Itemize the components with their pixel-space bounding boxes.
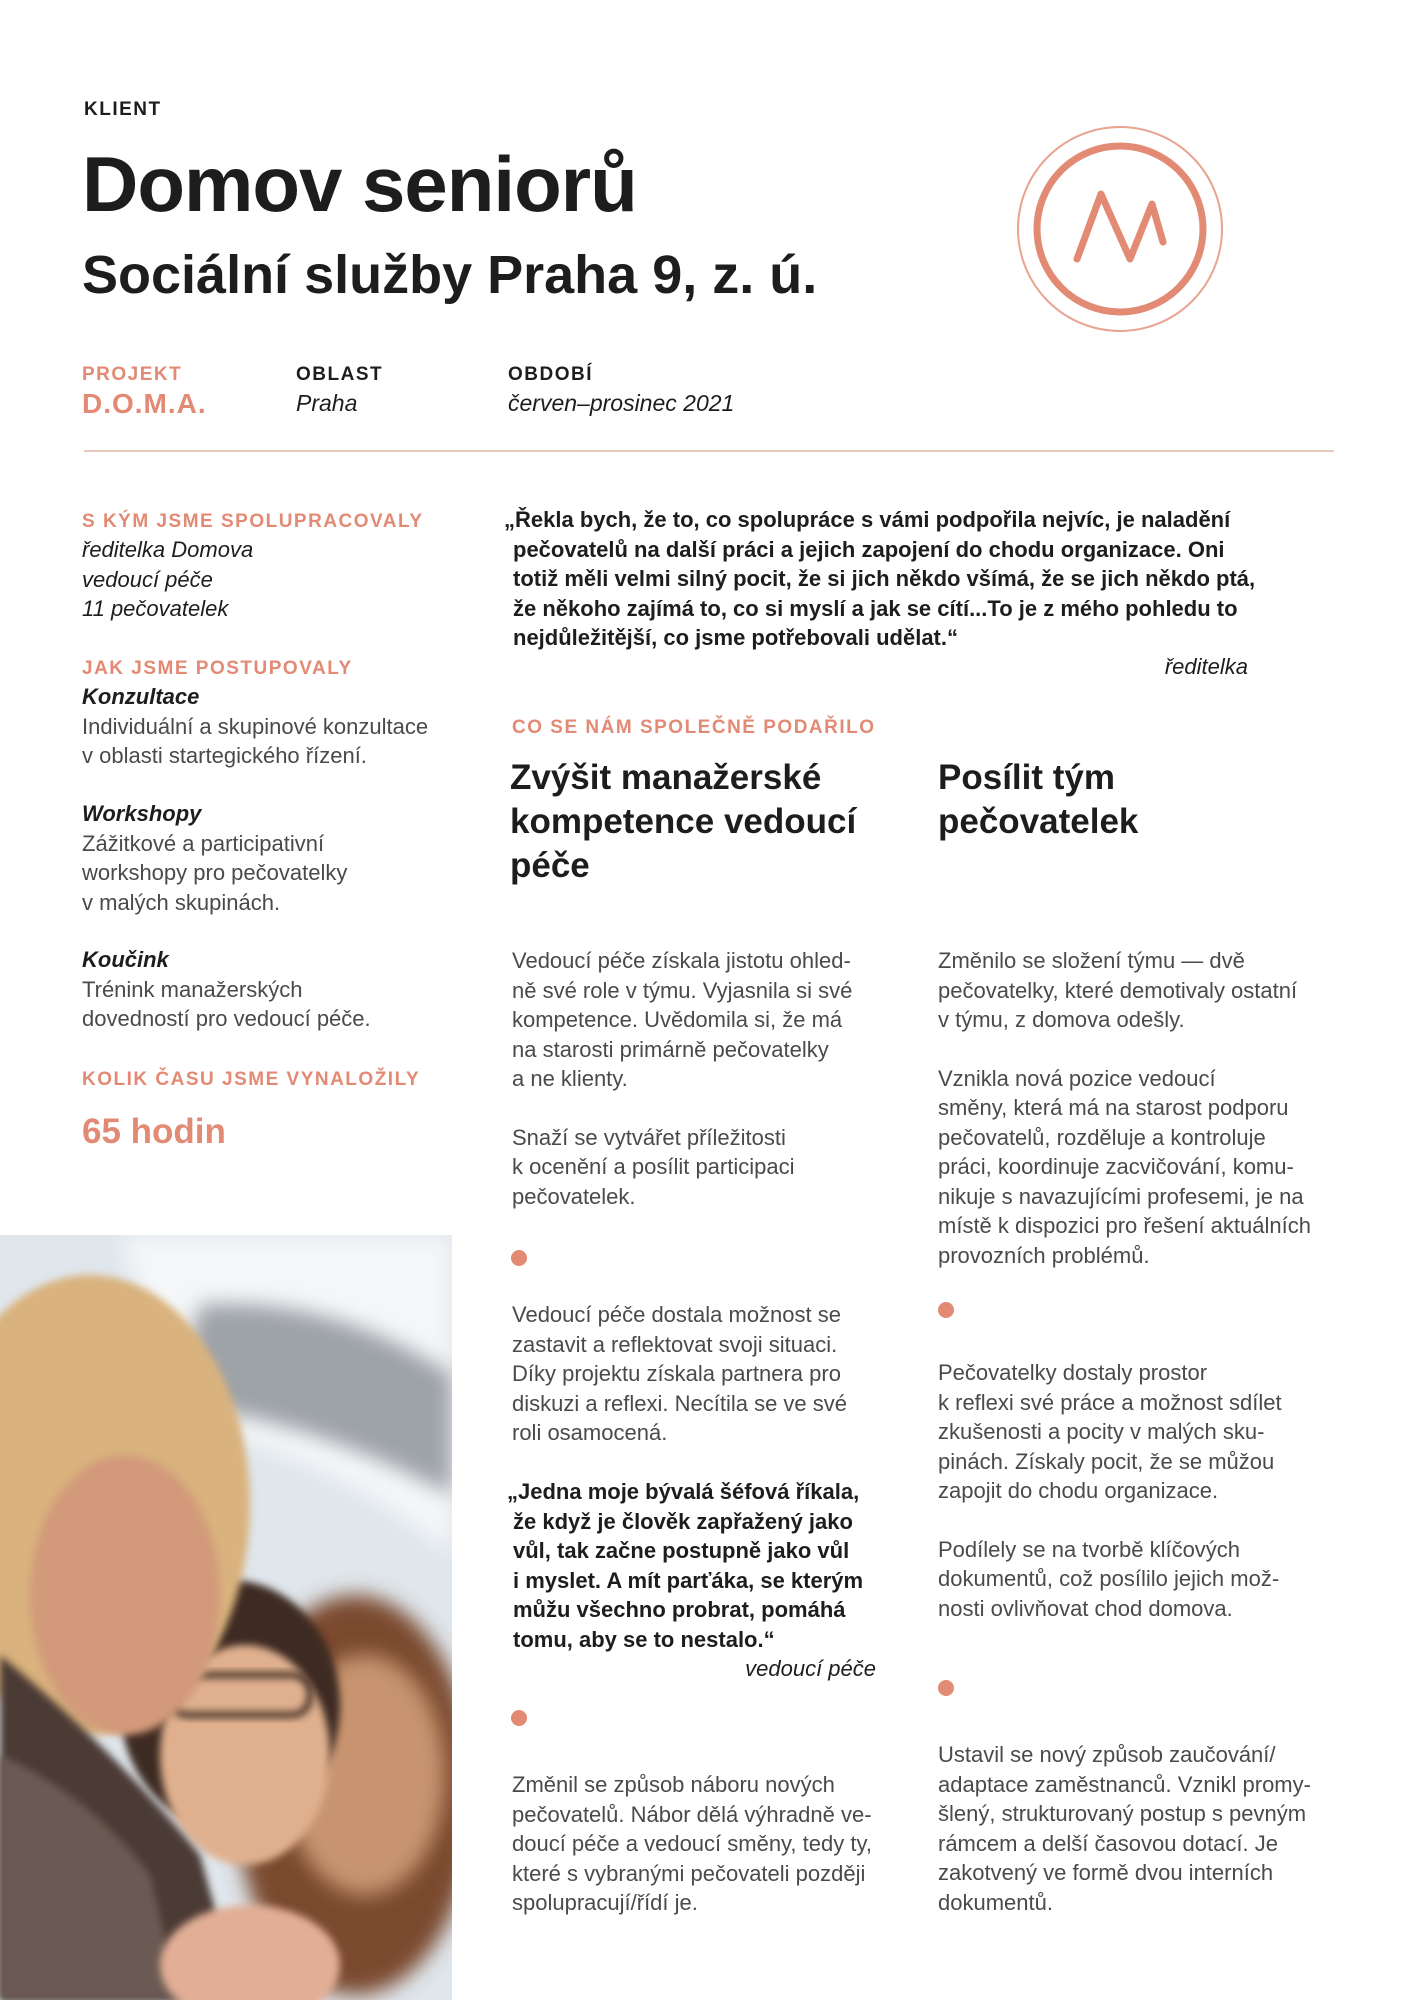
text-line: diskuzi a reflexi. Necítila se ve své bbox=[512, 1390, 848, 1416]
heading-line: Zvýšit manažerské bbox=[510, 758, 822, 797]
bullet-dot bbox=[938, 1302, 954, 1318]
text-line: Pečovatelky dostaly prostor bbox=[938, 1360, 1208, 1385]
collab-list bbox=[82, 535, 253, 624]
text-line: Podílely se na tvorbě klíčových bbox=[938, 1536, 1241, 1562]
text-line: k reflexi své práce a možnost sdílet bbox=[938, 1389, 1282, 1415]
text-line: které s vybranými pečovateli později bbox=[512, 1860, 866, 1886]
text-line: místě k dispozici pro řešení aktuálních bbox=[938, 1213, 1311, 1238]
period-label: OBDOBÍ bbox=[508, 364, 593, 385]
quote-line: i myslet. A mít parťáka, se kterým bbox=[513, 1567, 864, 1593]
text-line: doucí péče a vedoucí směny, tedy ty, bbox=[512, 1831, 872, 1856]
text-line: Díky projektu získala partnera pro bbox=[512, 1361, 841, 1386]
quote-line: tomu, aby se to nestalo.“ bbox=[513, 1626, 775, 1652]
quote-line: totiž měli velmi silný pocit, že si jich někdo všímá, že se jich někdo ptá, bbox=[513, 566, 1256, 591]
quote-line: můžu všechno probrat, pomáhá bbox=[513, 1597, 846, 1622]
quote-line: vůl, tak začne postupně jako vůl bbox=[513, 1538, 850, 1563]
page-subtitle: Sociální služby Praha 9, z. ú. bbox=[82, 245, 818, 305]
text-line: roli osamocená. bbox=[512, 1420, 668, 1445]
text-line: k ocenění a posílit participaci bbox=[512, 1154, 795, 1179]
text-line: Vedoucí péče získala jistotu ohled- bbox=[512, 948, 851, 973]
logo-icon bbox=[1015, 124, 1225, 334]
main-quote bbox=[504, 505, 1255, 653]
text-line: dokumentů. bbox=[938, 1889, 1053, 1915]
main-quote-author: ředitelka bbox=[1164, 654, 1248, 679]
text-line: Změnil se způsob náboru nových bbox=[512, 1772, 835, 1797]
quote-line: nejdůležitější, co jsme potřebovali udělat.“ bbox=[513, 625, 958, 650]
client-label: KLIENT bbox=[84, 99, 162, 120]
text-line: nikuje s navazujícími profesemi, je na bbox=[938, 1183, 1304, 1209]
quote-line: že někoho zajímá to, co si myslí a jak se cítí...To je z mého pohledu to bbox=[513, 595, 1238, 621]
col2-block2 bbox=[938, 1358, 1282, 1652]
text-line: pečovatelů. Nábor dělá výhradně ve- bbox=[512, 1801, 872, 1827]
text-line: pinách. Získaly pocit, že se můžou bbox=[938, 1448, 1275, 1474]
quote-line: pečovatelů na další práci a jejich zapojení do chodu organizace. Oni bbox=[513, 536, 1225, 562]
text-line: adaptace zaměstnanců. Vznikl promy- bbox=[938, 1771, 1311, 1797]
col1-block1 bbox=[512, 946, 852, 1240]
text-line: nosti ovlivňovat chod domova. bbox=[938, 1595, 1233, 1621]
text-line: zastavit a reflektovat svoji situaci. bbox=[512, 1331, 838, 1357]
method-line: Zážitkové a participativní bbox=[82, 830, 325, 856]
method-line: v oblasti startegického řízení. bbox=[82, 743, 367, 768]
method-title: Workshopy bbox=[82, 801, 202, 826]
area-label: OBLAST bbox=[296, 364, 384, 385]
collab-item: vedoucí péče bbox=[82, 566, 213, 592]
process-label: JAK JSME POSTUPOVALY bbox=[82, 658, 353, 679]
time-value: 65 hodin bbox=[82, 1112, 226, 1151]
collab-item: ředitelka Domova bbox=[82, 537, 254, 562]
heading-line: péče bbox=[510, 846, 590, 885]
text-line: pečovatelky, které demotivaly ostatní bbox=[938, 977, 1298, 1003]
text-line: práci, koordinuje zacvičování, komu- bbox=[938, 1154, 1294, 1179]
text-line: Ustavil se nový způsob zaučování/ bbox=[938, 1742, 1276, 1767]
text-line: zakotvený ve formě dvou interních bbox=[938, 1860, 1274, 1885]
method-line: dovedností pro vedoucí péče. bbox=[82, 1006, 371, 1031]
heading-line: pečovatelek bbox=[938, 802, 1139, 841]
text-line: pečovatelek. bbox=[512, 1183, 636, 1209]
col1-block3 bbox=[512, 1770, 872, 1918]
text-line: směny, která má na starost podporu bbox=[938, 1095, 1289, 1120]
text-line: ně své role v týmu. Vyjasnila si své bbox=[512, 977, 853, 1003]
text-line: a ne klienty. bbox=[512, 1066, 628, 1091]
area-value: Praha bbox=[296, 390, 358, 416]
period-value: červen–prosinec 2021 bbox=[508, 390, 735, 416]
method-coaching bbox=[82, 945, 371, 1034]
text-line: zapojit do chodu organizace. bbox=[938, 1478, 1219, 1503]
text-line: Změnilo se složení týmu — dvě bbox=[938, 948, 1245, 973]
goal-heading-team bbox=[938, 756, 1138, 844]
method-line: Trénink manažerských bbox=[82, 976, 303, 1002]
collab-label: S KÝM JSME SPOLUPRACOVALY bbox=[82, 511, 424, 532]
page-title: Domov seniorů bbox=[82, 140, 637, 228]
text-line: Snaží se vytvářet příležitosti bbox=[512, 1124, 786, 1150]
project-value: D.O.M.A. bbox=[82, 388, 207, 419]
text-line: v týmu, z domova odešly. bbox=[938, 1007, 1185, 1032]
method-consultation bbox=[82, 682, 428, 771]
header-divider bbox=[84, 450, 1334, 452]
text-line: na starosti primárně pečovatelky bbox=[512, 1036, 829, 1062]
col1-block2 bbox=[512, 1300, 847, 1448]
bullet-dot bbox=[511, 1250, 527, 1266]
photo-illustration bbox=[0, 1235, 452, 2000]
heading-line: kompetence vedoucí bbox=[510, 802, 857, 841]
text-line: Vznikla nová pozice vedoucí bbox=[938, 1065, 1216, 1091]
goal-heading-management bbox=[510, 756, 856, 888]
method-line: v malých skupinách. bbox=[82, 889, 281, 915]
quote-line: že když je člověk zapřažený jako bbox=[513, 1508, 853, 1534]
method-line: Individuální a skupinové konzultace bbox=[82, 713, 429, 739]
project-label: PROJEKT bbox=[82, 364, 183, 385]
text-line: rámcem a delší časovou dotací. Je bbox=[938, 1830, 1278, 1856]
method-title: Koučink bbox=[82, 947, 169, 972]
text-line: zkušenosti a pocity v malých sku- bbox=[938, 1419, 1265, 1444]
bullet-dot bbox=[938, 1680, 954, 1696]
bullet-dot bbox=[511, 1710, 527, 1726]
time-label: KOLIK ČASU JSME VYNALOŽILY bbox=[82, 1069, 421, 1090]
collab-item: 11 pečovatelek bbox=[82, 596, 229, 621]
team-photo bbox=[0, 1235, 452, 2000]
text-line: pečovatelů, rozděluje a kontroluje bbox=[938, 1124, 1266, 1150]
col1-quote bbox=[507, 1477, 863, 1654]
text-line: Vedoucí péče dostala možnost se bbox=[512, 1302, 841, 1327]
heading-line: Posílit tým bbox=[938, 758, 1115, 797]
quote-line: „Řekla bych, že to, co spolupráce s vámi podpořila nejvíc, je naladění bbox=[504, 507, 1231, 532]
text-line: provozních problémů. bbox=[938, 1242, 1150, 1268]
method-title: Konzultace bbox=[82, 684, 200, 709]
col2-block3 bbox=[938, 1740, 1311, 1917]
text-line: kompetence. Uvědomila si, že má bbox=[512, 1007, 843, 1032]
col2-block1 bbox=[938, 946, 1311, 1299]
achievements-label: CO SE NÁM SPOLEČNĚ PODAŘILO bbox=[512, 717, 876, 738]
text-line: dokumentů, což posílilo jejich mož- bbox=[938, 1566, 1280, 1591]
quote-line: „Jedna moje bývalá šéfová říkala, bbox=[507, 1479, 860, 1504]
method-workshops bbox=[82, 799, 347, 917]
text-line: spolupracují/řídí je. bbox=[512, 1890, 698, 1915]
col1-quote-author: vedoucí péče bbox=[745, 1656, 876, 1681]
method-line: workshopy pro pečovatelky bbox=[82, 860, 348, 885]
text-line: šlený, strukturovaný postup s pevným bbox=[938, 1801, 1307, 1826]
